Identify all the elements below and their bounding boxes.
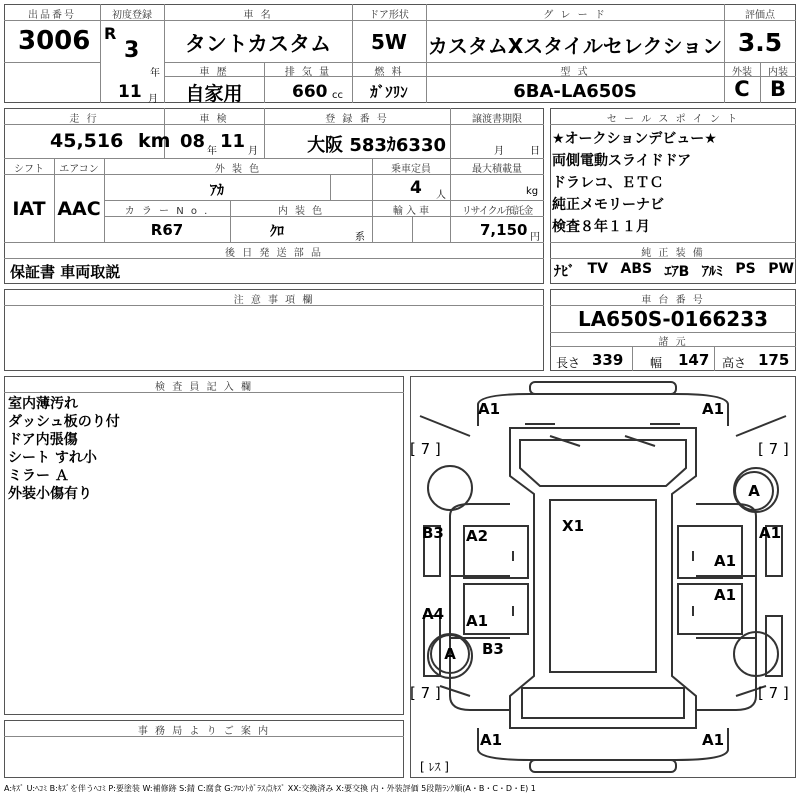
inspector-note-line: シート すれ小 xyxy=(8,450,97,466)
equipment-item: PW xyxy=(768,261,794,277)
door-label: ドア形状 xyxy=(369,10,409,21)
fuel-label: 燃 料 xyxy=(374,67,404,78)
transfer-day: 日 xyxy=(530,146,540,157)
interior-color-label: 内 装 色 xyxy=(277,206,325,217)
sales-point-line: 純正メモリーナビ xyxy=(552,197,664,213)
recycle-fee: 7,150 xyxy=(480,221,528,239)
mark-door-front-right: A1 xyxy=(714,552,737,570)
disp-label: 排 気 量 xyxy=(284,67,332,78)
first-reg-label: 初度登録 xyxy=(112,10,152,21)
inspector-notes xyxy=(8,395,398,503)
height-label: 高さ xyxy=(722,356,747,370)
grade: カスタムXスタイルセレクション xyxy=(427,34,723,58)
caution-label: 注 意 事 項 欄 xyxy=(233,295,315,306)
length: 339 xyxy=(592,351,624,369)
era: R xyxy=(104,24,117,43)
color: ｱｶ xyxy=(210,183,224,199)
mileage-unit: km xyxy=(138,130,171,152)
recycle-unit: 円 xyxy=(530,232,540,243)
length-label: 長さ xyxy=(556,356,581,370)
transfer-month: 月 xyxy=(494,146,504,157)
mark-door-rear-right: A1 xyxy=(714,586,737,604)
plate-label: 登 録 番 号 xyxy=(325,114,389,125)
reg-year: 3 xyxy=(124,38,140,63)
mark-door-rear-left: A1 xyxy=(466,612,489,630)
mileage: 45,516 xyxy=(50,130,124,152)
inspection-year: 08 xyxy=(180,131,206,152)
mileage-label: 走 行 xyxy=(69,114,99,125)
width-label: 幅 xyxy=(650,356,663,370)
inspection-year-unit: 年 xyxy=(207,146,217,157)
color-no: R67 xyxy=(150,221,184,239)
car-outline-diagram xyxy=(410,376,796,778)
mark-door-front-left: A2 xyxy=(466,527,489,545)
air-con: AAC xyxy=(57,198,101,220)
car-name-label: 車 名 xyxy=(243,10,273,21)
mark-right-front-fender: A1 xyxy=(759,524,782,542)
fuel: ｶﾞｿﾘﾝ xyxy=(370,83,408,101)
transfer-label: 譲渡書期限 xyxy=(472,114,522,125)
chassis-label: 車 台 番 号 xyxy=(641,295,705,306)
ac-label: エアコン xyxy=(59,164,99,175)
later-parts: 保証書 車両取説 xyxy=(10,263,121,281)
mark-bracket-br: [ 7 ] xyxy=(758,684,789,702)
car-name: タントカスタム xyxy=(184,32,332,56)
footer-legend: A:ｷｽﾞ U:ﾍｺﾐ B:ｷｽﾞを伴うﾍｺﾐ P:要塗装 W:補修跡 S:錆 C:腐食 G:ﾌﾛﾝﾄｶﾞﾗｽ点ｷｽﾞ XX:交換済み X:要交換 内・外装評価 5段階ﾗﾝｸ順(A・B・C・D・E) 1 xyxy=(4,784,536,793)
mark-wheel-rear-left: A xyxy=(430,634,470,674)
spec-label: 諸 元 xyxy=(658,337,688,348)
mark-roof: X1 xyxy=(562,517,585,535)
capacity-label: 乗車定員 xyxy=(391,164,431,175)
history-label: 車 歴 xyxy=(199,67,229,78)
sales-label: セ ー ル ス ポ イ ン ト xyxy=(606,114,740,125)
mark-rear-right: A1 xyxy=(702,731,725,749)
equipment-item: ｱﾙﾐ xyxy=(701,264,723,280)
chassis-number: LA650S-0166233 xyxy=(577,307,769,331)
score: 3.5 xyxy=(737,28,783,57)
equipment-item: PS xyxy=(735,261,756,277)
equipment-item: ﾅﾋﾞ xyxy=(554,264,575,280)
equipment-list xyxy=(554,261,794,281)
mark-left-rear-b3: B3 xyxy=(482,640,504,658)
later-label: 後 日 発 送 部 品 xyxy=(225,248,323,259)
reg-month-unit: 月 xyxy=(148,94,158,105)
capacity-unit: 人 xyxy=(436,190,446,201)
equipment-item: ｴｱB xyxy=(664,264,690,280)
lot-label: 出品番号 xyxy=(28,10,76,21)
mark-left-front-fender: B3 xyxy=(422,524,444,542)
mark-bracket-bl: [ 7 ] xyxy=(410,684,441,702)
inspection-month: 11 xyxy=(220,131,246,152)
inspector-label: 検 査 員 記 入 欄 xyxy=(155,382,253,393)
capacity: 4 xyxy=(410,178,422,198)
load-label: 最大積載量 xyxy=(472,164,522,175)
equipment-label: 純 正 装 備 xyxy=(641,248,705,259)
door-type: 5W xyxy=(371,30,407,54)
inspector-note-line: 外装小傷有り xyxy=(8,486,92,502)
plate-number: 大阪 583ｶ6330 xyxy=(307,135,446,156)
int-grade: B xyxy=(769,77,786,101)
int-label: 内装 xyxy=(768,67,788,78)
ext-grade: C xyxy=(734,77,750,101)
inspector-note-line: ドア内張傷 xyxy=(8,432,78,448)
model-label: 型 式 xyxy=(560,67,590,78)
inspector-note-line: 室内薄汚れ xyxy=(8,396,78,412)
lot-number: 3006 xyxy=(18,26,91,56)
sales-point-line: 両側電動スライドドア xyxy=(552,153,692,169)
sales-point-line: ドラレコ、ＥＴＣ xyxy=(552,175,664,191)
interior-color: ｸﾛ xyxy=(270,224,284,240)
color-label: 外 装 色 xyxy=(214,164,262,175)
disp-unit: cc xyxy=(332,90,343,101)
mark-wheel-front-right: A xyxy=(734,471,774,511)
office-label: 事 務 局 よ り ご 案 内 xyxy=(137,726,271,737)
reg-month: 11 xyxy=(118,82,142,102)
mark-front-left: A1 xyxy=(478,400,501,418)
load-unit: kg xyxy=(526,186,539,197)
mark-rear-left: A1 xyxy=(480,731,503,749)
shift: IAT xyxy=(12,198,46,220)
equipment-item: ABS xyxy=(620,261,653,277)
sales-point-line: 検査８年１１月 xyxy=(552,219,650,235)
height: 175 xyxy=(758,351,790,369)
less-label: [ ﾚｽ ] xyxy=(420,760,449,774)
inspector-note-line: ミラー Ａ xyxy=(8,468,69,484)
model: 6BA-LA650S xyxy=(513,81,637,102)
reg-year-unit: 年 xyxy=(150,68,160,79)
mark-bracket-tl: [ 7 ] xyxy=(410,440,441,458)
inspection-label: 車 検 xyxy=(199,114,229,125)
sales-point-line: ★オークションデビュー★ xyxy=(552,131,717,147)
import-label: 輸 入 車 xyxy=(392,206,430,217)
inspection-month-unit: 月 xyxy=(248,146,258,157)
mark-left-rear: A4 xyxy=(422,605,445,623)
equipment-item: TV xyxy=(587,261,608,277)
color-no-label: カ ラ ー N o . xyxy=(124,206,210,217)
mark-bracket-tr: [ 7 ] xyxy=(758,440,789,458)
recycle-label: リサイクル預託金 xyxy=(461,206,533,217)
ext-label: 外装 xyxy=(732,67,752,78)
score-label: 評価点 xyxy=(745,10,775,21)
history: 自家用 xyxy=(185,83,243,105)
sales-points-list xyxy=(552,128,794,238)
grade-label: グ レ ー ド xyxy=(543,10,607,21)
shift-label: シフト xyxy=(14,164,44,175)
displacement: 660 xyxy=(292,82,328,102)
width: 147 xyxy=(678,351,710,369)
interior-color-unit: 系 xyxy=(355,232,365,243)
inspector-note-line: ダッシュ板のり付 xyxy=(8,414,120,430)
mark-front-right: A1 xyxy=(702,400,725,418)
